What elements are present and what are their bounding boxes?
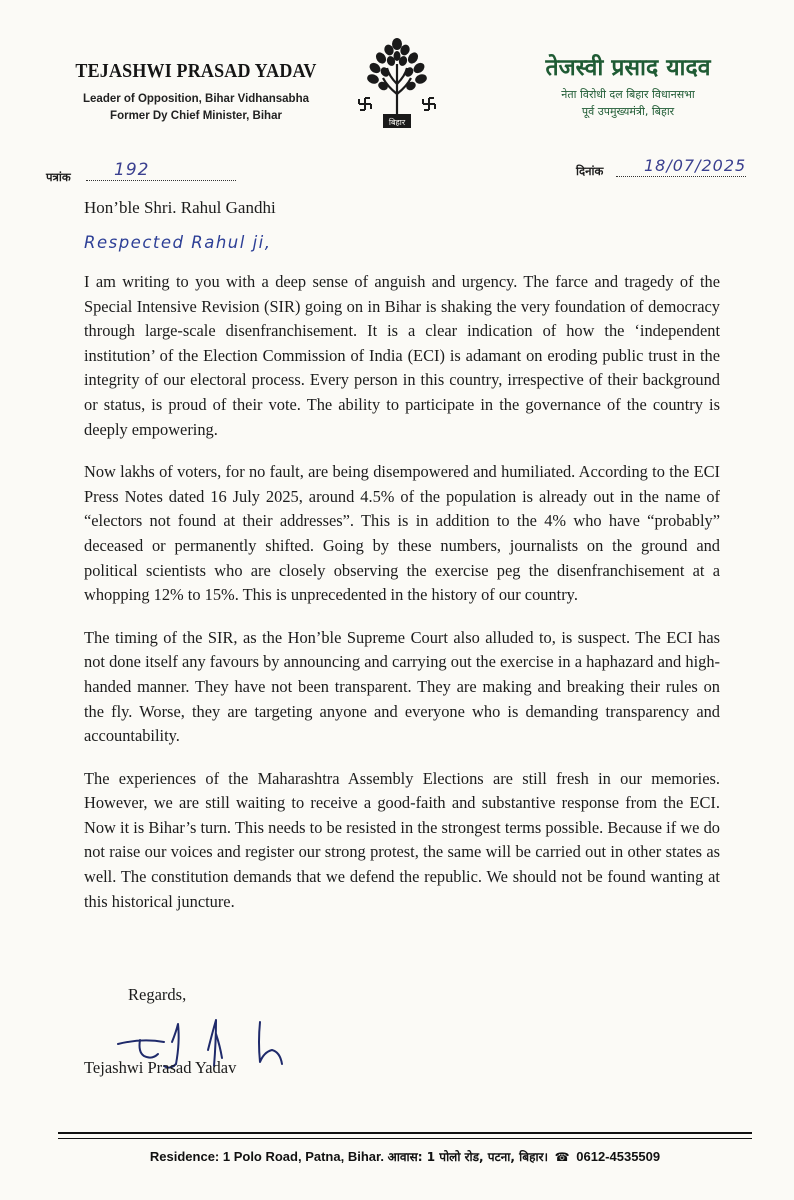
paragraph: Now lakhs of voters, for no fault, are being disempowered and humiliated. According to the ECI Press Notes dated 16 July 2025, around 4.5% of the population is already out in the name of “electors not found at their addresses”. This is in addition to the 4% who have “probably” deceased or permanently shifted. Going by these numbers, journalists on the ground and political scientists who are closely observing the exercise peg the disenfranchisement at a whopping 12% to 15%. This is unprecedented in the history of our country. xyxy=(84,462,720,605)
salutation: Respected Rahul ji, xyxy=(84,233,272,252)
emblem-text: बिहार xyxy=(388,118,406,127)
addressee: Hon’ble Shri. Rahul Gandhi xyxy=(84,198,276,217)
reference-label: पत्रांक xyxy=(46,170,71,184)
address-hindi: आवास: 1 पोलो रोड, पटना, बिहार। xyxy=(387,1150,549,1164)
signatory-name: Tejashwi Prasad Yadav xyxy=(84,1058,237,1077)
phone-number: 0612-4535509 xyxy=(576,1149,661,1164)
footer-divider xyxy=(58,1132,752,1139)
bihar-emblem-icon xyxy=(349,34,445,138)
reference-date-row xyxy=(46,156,756,190)
paragraph: The timing of the SIR, as the Hon’ble Supreme Court also alluded to, is suspect. The ECI has not done itself any favours by announcing and carrying out the exercise in a haphazard and high-handed manner. They have not been transparent. They are making and breaking their rules on the fly. Worse, they are targeting anyone and everyone who is demanding transparency and accountability. xyxy=(84,627,720,746)
date-value: 18/07/2025 xyxy=(644,156,747,175)
sender-name-english: TEJASHWI PRASAD YADAV xyxy=(75,60,317,82)
letterhead-hindi xyxy=(478,50,778,120)
sender-title-english xyxy=(56,91,336,125)
phone-icon: ☎ xyxy=(554,1150,570,1164)
title-hi-line-1: नेता विरोधी दल बिहार विधानसभा xyxy=(561,88,695,101)
footer-address xyxy=(58,1148,752,1165)
paragraph: I am writing to you with a deep sense of anguish and urgency. The farce and tragedy of the Special Intensive Revision (SIR) going on in Bihar is shaking the very foundation of democracy through large-scale disenfranchisement. It is a clear indication of how the ‘independent institution’ of the Election Commission of India (ECI) is adamant on eroding public trust in the integrity of our electoral process. Every person in this country, irrespective of their background or status, is proud of their vote. The ability to participate in the governance of the country is deeply empowering. xyxy=(84,272,720,439)
closing: Regards, xyxy=(128,985,187,1004)
sender-title-hindi xyxy=(478,86,778,120)
date-label: दिनांक xyxy=(576,164,604,178)
address-english: Residence: 1 Polo Road, Patna, Bihar. xyxy=(149,1149,384,1164)
title-line-2: Former Dy Chief Minister, Bihar xyxy=(110,110,282,122)
title-line-1: Leader of Opposition, Bihar Vidhansabha xyxy=(83,93,309,105)
paragraph: The experiences of the Maharashtra Assembly Elections are still fresh in our memories. However, we are still waiting to receive a good-faith and substantive response from the ECI. Now it is Bihar’s turn. This needs to be resisted in the strongest terms possible. Because if we do not raise our voices and register our strong protest, the same will be carried out in other states as well. The constitution demands that we defend the republic. We should not be found wanting at this historical juncture. xyxy=(84,768,720,911)
date-dotted-line xyxy=(616,176,746,177)
reference-dotted-line xyxy=(86,180,236,181)
title-hi-line-2: पूर्व उपमुख्यमंत्री, बिहार xyxy=(581,105,675,118)
sender-name-hindi: तेजस्वी प्रसाद यादव xyxy=(545,55,711,81)
letter-body xyxy=(84,270,720,932)
letterhead-english xyxy=(56,60,336,125)
reference-number: 192 xyxy=(114,160,150,180)
